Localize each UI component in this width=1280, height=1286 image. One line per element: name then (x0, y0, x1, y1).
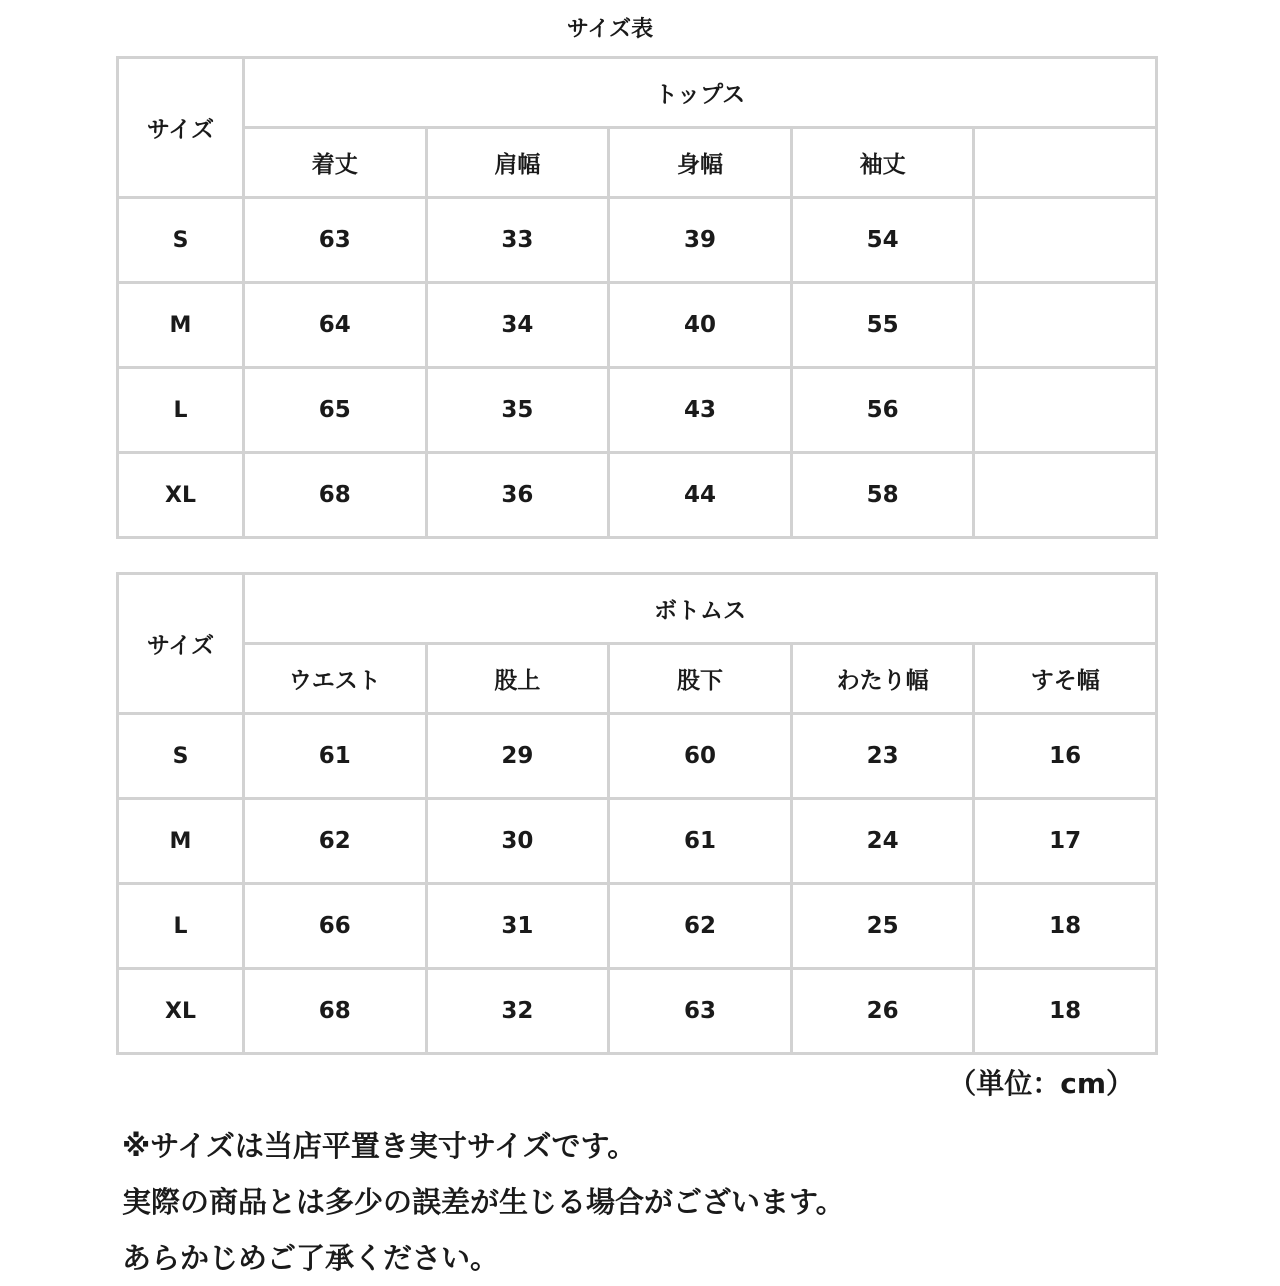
size-cell: XL (118, 453, 244, 538)
size-cell: M (118, 799, 244, 884)
table-row (118, 884, 1157, 969)
value-cell: 61 (609, 799, 792, 884)
table-row (118, 283, 1157, 368)
page-title: サイズ表 (566, 17, 654, 42)
note-line: ※サイズは当店平置き実寸サイズです。 (122, 1129, 637, 1163)
value-cell: 18 (974, 884, 1157, 969)
table-row (118, 198, 1157, 283)
table-row (118, 714, 1157, 799)
value-cell: 64 (244, 283, 427, 368)
column-header: すそ幅 (974, 644, 1157, 714)
value-cell: 60 (609, 714, 792, 799)
size-cell: M (118, 283, 244, 368)
value-cell: 17 (974, 799, 1157, 884)
tops-group-header: トップス (244, 58, 1157, 128)
value-cell: 34 (426, 283, 609, 368)
value-cell: 62 (609, 884, 792, 969)
value-cell: 68 (244, 969, 427, 1054)
value-cell: 66 (244, 884, 427, 969)
value-cell: 68 (244, 453, 427, 538)
table-row (118, 799, 1157, 884)
value-cell (974, 283, 1157, 368)
size-cell: S (118, 198, 244, 283)
value-cell: 40 (609, 283, 792, 368)
size-header: サイズ (118, 58, 244, 198)
bottoms-size-table (116, 572, 1158, 1055)
column-header: 着丈 (244, 128, 427, 198)
size-header: サイズ (118, 574, 244, 714)
column-header (974, 128, 1157, 198)
value-cell: 30 (426, 799, 609, 884)
note-line: あらかじめご了承ください。 (122, 1241, 500, 1275)
value-cell: 43 (609, 368, 792, 453)
value-cell: 31 (426, 884, 609, 969)
column-header: 股上 (426, 644, 609, 714)
size-cell: XL (118, 969, 244, 1054)
size-cell: L (118, 368, 244, 453)
value-cell (974, 368, 1157, 453)
value-cell: 33 (426, 198, 609, 283)
size-cell: S (118, 714, 244, 799)
value-cell: 58 (791, 453, 974, 538)
tops-size-table (116, 56, 1158, 539)
value-cell: 55 (791, 283, 974, 368)
value-cell: 39 (609, 198, 792, 283)
size-cell: L (118, 884, 244, 969)
value-cell: 61 (244, 714, 427, 799)
column-header: ウエスト (244, 644, 427, 714)
value-cell: 16 (974, 714, 1157, 799)
value-cell: 54 (791, 198, 974, 283)
table-row (118, 453, 1157, 538)
value-cell: 25 (791, 884, 974, 969)
value-cell: 35 (426, 368, 609, 453)
value-cell: 44 (609, 453, 792, 538)
table-row (118, 969, 1157, 1054)
column-header: 身幅 (609, 128, 792, 198)
value-cell: 36 (426, 453, 609, 538)
unit-note: （単位：cm） (948, 1067, 1134, 1100)
bottoms-group-header: ボトムス (244, 574, 1157, 644)
value-cell: 62 (244, 799, 427, 884)
value-cell: 63 (609, 969, 792, 1054)
value-cell (974, 453, 1157, 538)
column-header: 肩幅 (426, 128, 609, 198)
notes-block (122, 1118, 845, 1286)
value-cell: 18 (974, 969, 1157, 1054)
column-header: 袖丈 (791, 128, 974, 198)
value-cell: 23 (791, 714, 974, 799)
value-cell (974, 198, 1157, 283)
value-cell: 29 (426, 714, 609, 799)
value-cell: 32 (426, 969, 609, 1054)
value-cell: 56 (791, 368, 974, 453)
value-cell: 26 (791, 969, 974, 1054)
column-header: 股下 (609, 644, 792, 714)
note-line: 実際の商品とは多少の誤差が生じる場合がございます。 (122, 1185, 845, 1219)
value-cell: 24 (791, 799, 974, 884)
column-header: わたり幅 (791, 644, 974, 714)
value-cell: 63 (244, 198, 427, 283)
table-row (118, 368, 1157, 453)
value-cell: 65 (244, 368, 427, 453)
